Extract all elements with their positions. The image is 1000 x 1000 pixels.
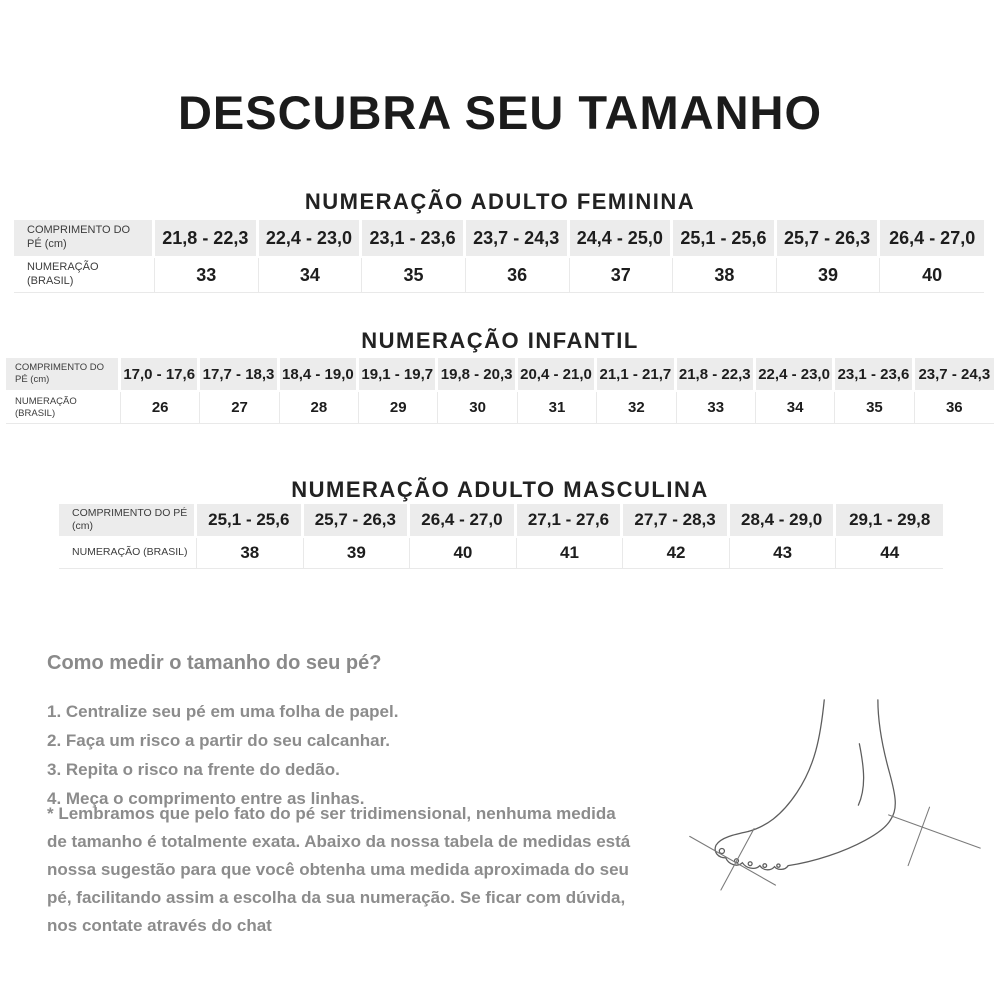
cell-foot-length-range: 23,1 - 23,6 — [835, 358, 914, 392]
cell-size-brasil: 42 — [623, 538, 730, 569]
instructions-heading: Como medir o tamanho do seu pé? — [47, 652, 382, 674]
cell-size-brasil: 34 — [756, 392, 835, 424]
cell-size-brasil: 27 — [200, 392, 279, 424]
cell-foot-length-range: 26,4 - 27,0 — [880, 220, 984, 258]
instruction-step-3: 3. Repita o risco na frente do dedão. — [47, 760, 340, 779]
section-title-adulto-masculina: NUMERAÇÃO ADULTO MASCULINA — [291, 477, 709, 503]
foot-measurement-illustration — [678, 690, 990, 934]
cell-foot-length-range: 20,4 - 21,0 — [518, 358, 597, 392]
cell-size-brasil: 32 — [597, 392, 676, 424]
cell-size-brasil: 41 — [517, 538, 624, 569]
cell-foot-length-range: 23,1 - 23,6 — [362, 220, 466, 258]
cell-foot-length-range: 27,1 - 27,6 — [517, 504, 624, 538]
cell-size-brasil: 33 — [155, 258, 259, 293]
cell-size-brasil: 28 — [280, 392, 359, 424]
cell-size-brasil: 36 — [915, 392, 994, 424]
cell-foot-length-range: 22,4 - 23,0 — [259, 220, 363, 258]
cell-size-brasil: 43 — [730, 538, 837, 569]
measurement-disclaimer-note: * Lembramos que pelo fato do pé ser tridimensional, nenhuma medida de tamanho é totalmente exata. Abaixo da nossa tabela de medidas está nossa sugestão para que você obtenha uma medida aproximada do seu pé, facilitando assim a escolha da sua numeração. Se ficar com dúvida, nos contate através do chat — [47, 804, 631, 935]
measuring-instructions — [47, 652, 647, 813]
cell-size-brasil: 35 — [362, 258, 466, 293]
cell-foot-length-range: 29,1 - 29,8 — [836, 504, 943, 538]
cell-size-brasil: 33 — [677, 392, 756, 424]
cell-size-brasil: 37 — [570, 258, 674, 293]
size-table-infantil — [6, 358, 994, 424]
cell-size-brasil: 38 — [197, 538, 304, 569]
row-label-numeracao-brasil: NUMERAÇÃO (BRASIL) — [59, 538, 197, 569]
cell-size-brasil: 34 — [259, 258, 363, 293]
page-title: DESCUBRA SEU TAMANHO — [177, 86, 823, 140]
row-label-comprimento-do-pe: COMPRIMENTO DO PÉ (cm) — [6, 358, 121, 392]
cell-size-brasil: 26 — [121, 392, 200, 424]
cell-foot-length-range: 25,1 - 25,6 — [197, 504, 304, 538]
instruction-step-4: 4. Meça o comprimento entre as linhas. — [47, 789, 365, 808]
cell-foot-length-range: 19,1 - 19,7 — [359, 358, 438, 392]
cell-size-brasil: 44 — [836, 538, 943, 569]
cell-size-brasil: 36 — [466, 258, 570, 293]
cell-foot-length-range: 19,8 - 20,3 — [438, 358, 517, 392]
size-table-adulto-masculina — [59, 504, 943, 569]
cell-foot-length-range: 24,4 - 25,0 — [570, 220, 674, 258]
cell-foot-length-range: 27,7 - 28,3 — [623, 504, 730, 538]
foot-sketch-icon — [678, 690, 990, 934]
section-title-infantil: NUMERAÇÃO INFANTIL — [361, 328, 639, 354]
cell-size-brasil: 40 — [880, 258, 984, 293]
cell-size-brasil: 39 — [777, 258, 881, 293]
cell-foot-length-range: 25,7 - 26,3 — [304, 504, 411, 538]
size-table-adulto-feminina — [14, 220, 984, 293]
cell-foot-length-range: 18,4 - 19,0 — [280, 358, 359, 392]
cell-size-brasil: 40 — [410, 538, 517, 569]
cell-foot-length-range: 21,8 - 22,3 — [155, 220, 259, 258]
cell-size-brasil: 39 — [304, 538, 411, 569]
cell-foot-length-range: 25,1 - 25,6 — [673, 220, 777, 258]
cell-foot-length-range: 23,7 - 24,3 — [915, 358, 994, 392]
row-label-numeracao-brasil: NUMERAÇÃO (BRASIL) — [6, 392, 121, 424]
row-label-comprimento-do-pe: COMPRIMENTO DO PÉ (cm) — [59, 504, 197, 538]
cell-foot-length-range: 21,8 - 22,3 — [677, 358, 756, 392]
row-label-numeracao-brasil: NUMERAÇÃO (BRASIL) — [14, 258, 155, 293]
cell-size-brasil: 38 — [673, 258, 777, 293]
cell-size-brasil: 35 — [835, 392, 914, 424]
section-title-adulto-feminina: NUMERAÇÃO ADULTO FEMININA — [304, 189, 696, 215]
instruction-step-1: 1. Centralize seu pé em uma folha de papel. — [47, 702, 399, 721]
cell-foot-length-range: 22,4 - 23,0 — [756, 358, 835, 392]
cell-foot-length-range: 23,7 - 24,3 — [466, 220, 570, 258]
instruction-step-2: 2. Faça um risco a partir do seu calcanhar. — [47, 731, 390, 750]
cell-foot-length-range: 17,0 - 17,6 — [121, 358, 200, 392]
cell-foot-length-range: 21,1 - 21,7 — [597, 358, 676, 392]
cell-foot-length-range: 25,7 - 26,3 — [777, 220, 881, 258]
cell-size-brasil: 29 — [359, 392, 438, 424]
cell-foot-length-range: 17,7 - 18,3 — [200, 358, 279, 392]
cell-foot-length-range: 26,4 - 27,0 — [410, 504, 517, 538]
cell-size-brasil: 31 — [518, 392, 597, 424]
cell-size-brasil: 30 — [438, 392, 517, 424]
row-label-comprimento-do-pe: COMPRIMENTO DO PÉ (cm) — [14, 220, 155, 258]
cell-foot-length-range: 28,4 - 29,0 — [730, 504, 837, 538]
